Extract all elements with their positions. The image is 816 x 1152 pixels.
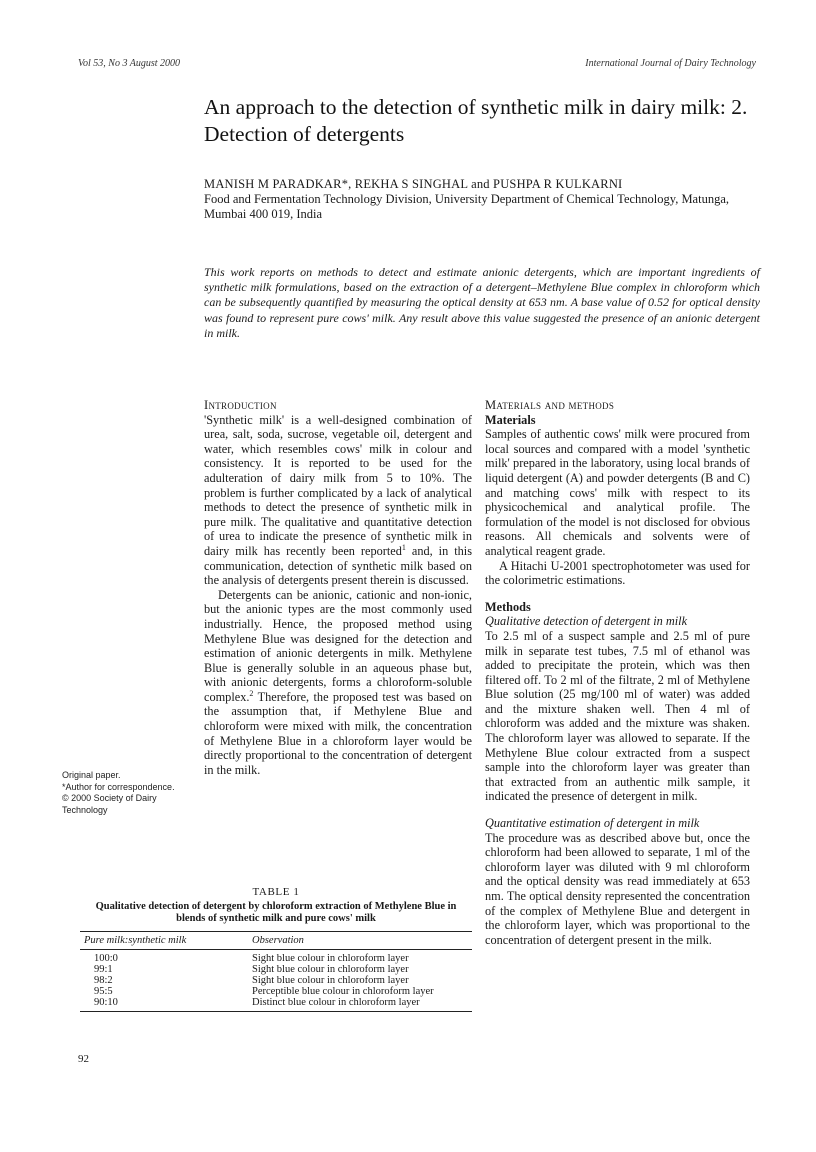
subheading-materials: Materials <box>485 412 536 427</box>
table-header-row <box>80 932 472 950</box>
article-title: An approach to the detection of synthetic milk in dairy milk: 2. Detection of detergents <box>204 95 748 146</box>
data-table <box>80 931 472 1012</box>
subheading-methods: Methods <box>485 599 531 614</box>
copyright-note: © 2000 Society of Dairy Technology <box>62 793 157 815</box>
table-1 <box>80 886 472 1012</box>
table-row <box>80 964 472 975</box>
observation-cell: Sight blue colour in chloroform layer <box>252 953 409 964</box>
reference-1: 1 <box>401 542 406 552</box>
qualitative-paragraph: To 2.5 ml of a suspect sample and 2.5 ml of pure milk in separate test tubes, 7.5 ml of ethanol was added to precipitate the protein, which was then filtered off. To 2 ml of the filtrate, 2 ml of Methylene Blue solution (25 mg/100 ml of water) was added and the mixture shaken well. Then 4 ml of chloroform was added and the mixture was shaken. The chloroform layer was allowed to separate. If the Methylene Blue colour extracted from a suspect sample into the chloroform layer was greater than that extracted from an authentic milk sample, it indicated the presence of detergent in milk. <box>485 628 750 804</box>
materials-paragraph: Samples of authentic cows' milk were procured from local sources and compared with a model 'synthetic milk' prepared in the laboratory, using local brands of liquid detergent (A) and powder detergents (B and C) and matching cows' milk with respect to its physicochemical and analytical profile. The formulation of the model is not disclosed for obvious reasons. All chemicals and solvents were of analytical reagent grade. <box>485 427 750 558</box>
ratio-cell: 95:5 <box>94 986 113 997</box>
table-row <box>80 986 472 997</box>
abstract: This work reports on methods to detect and estimate anionic detergents, which are important ingredients of synthetic milk formulations, based on the extraction of a detergent–Methylene Blue complex in chloroform which can be subsequently quantified by measuring the optical density at 653 nm. A base value of 0.52 for optical density was found to represent pure cows' milk. Any result above this value suggested the presence of an anionic detergent in milk. <box>204 265 760 340</box>
quantitative-paragraph: The procedure was as described above but, once the chloroform had been allowed to separate, 1 ml of the chloroform layer was diluted with 9 ml chloroform and the optical density was read immediately at 653 nm. The optical density represented the concentration of the complex of Methylene Blue and detergent in the chloroform layer, which was proportional to the concentration of detergent present in the milk. <box>485 830 750 947</box>
observation-cell: Distinct blue colour in chloroform layer <box>248 997 472 1012</box>
table-row <box>80 950 472 965</box>
right-column <box>485 398 750 947</box>
column-header-ratio: Pure milk:synthetic milk <box>80 932 248 950</box>
observation-cell: Sight blue colour in chloroform layer <box>252 975 409 986</box>
journal-name-header: International Journal of Dairy Technology <box>585 58 756 69</box>
journal-issue-header: Vol 53, No 3 August 2000 <box>78 58 181 69</box>
page-number: 92 <box>78 1053 89 1065</box>
author-affiliation: Food and Fermentation Technology Division, University Department of Chemical Technology, Matunga, Mumbai 400 019, India <box>204 192 730 221</box>
subheading-quantitative: Quantitative estimation of detergent in milk <box>485 816 700 831</box>
left-column <box>204 398 472 777</box>
sidebar-note <box>62 770 182 816</box>
author-block <box>204 177 764 222</box>
observation-cell: Perceptible blue colour in chloroform layer <box>252 986 434 997</box>
paper-type-note: Original paper. <box>62 770 121 780</box>
ratio-cell: 100:0 <box>94 953 118 964</box>
intro-paragraph-1: 'Synthetic milk' is a well-designed combination of urea, salt, soda, sucrose, vegetable oil, detergent and water, which resembles cows' milk in colour and consistency. It is reported to be used for the adulteration of dairy milk from 5 to 10%. The problem is further complicated by a lack of analytical methods to detect the presence of synthetic milk in pure milk. The qualitative and quantitative detection of urea to indicate the presence of synthetic milk in dairy milk has recently been reported$^1$ and, in this communication, detection of synthetic milk based on the analysis of detergents present therein is discussed. <box>204 412 472 588</box>
spectrophotometer-paragraph: A Hitachi U-2001 spectrophotometer was used for the colorimetric estimations. <box>485 558 750 588</box>
intro-paragraph-2: Detergents can be anionic, cationic and non-ionic, but the anionic types are the most commonly used industrially. Hence, the proposed method using Methylene Blue was designed for the detection and estimation of anionic detergents in milk. Methylene Blue is generally soluble in an aqueous phase but, with anionic detergents, forms a chloroform-soluble complex.$^2$ Therefore, the proposed test was based on the assumption that, if Methylene Blue and chloroform were mixed with milk, the concentration of Methylene Blue in a chloroform layer would be directly proportional to the concentration of detergent in the milk. <box>204 587 472 777</box>
table-row <box>80 975 472 986</box>
ratio-cell: 98:2 <box>94 975 113 986</box>
ratio-cell: 90:10 <box>80 997 248 1012</box>
subheading-qualitative: Qualitative detection of detergent in milk <box>485 614 688 629</box>
author-names: MANISH M PARADKAR*, REKHA S SINGHAL and PUSHPA R KULKARNI <box>204 177 623 191</box>
table-label: TABLE 1 <box>252 886 300 898</box>
observation-cell: Sight blue colour in chloroform layer <box>252 964 409 975</box>
reference-2: 2 <box>249 688 254 698</box>
section-heading-introduction: Introduction <box>204 398 277 412</box>
ratio-cell: 99:1 <box>94 964 113 975</box>
section-heading-materials-methods: Materials and methods <box>485 398 615 412</box>
correspondence-note: *Author for correspondence. <box>62 781 175 792</box>
table-caption: Qualitative detection of detergent by chloroform extraction of Methylene Blue in blends of synthetic milk and pure cows' milk <box>95 901 457 924</box>
table-row <box>80 997 472 1012</box>
column-header-observation: Observation <box>248 932 472 950</box>
